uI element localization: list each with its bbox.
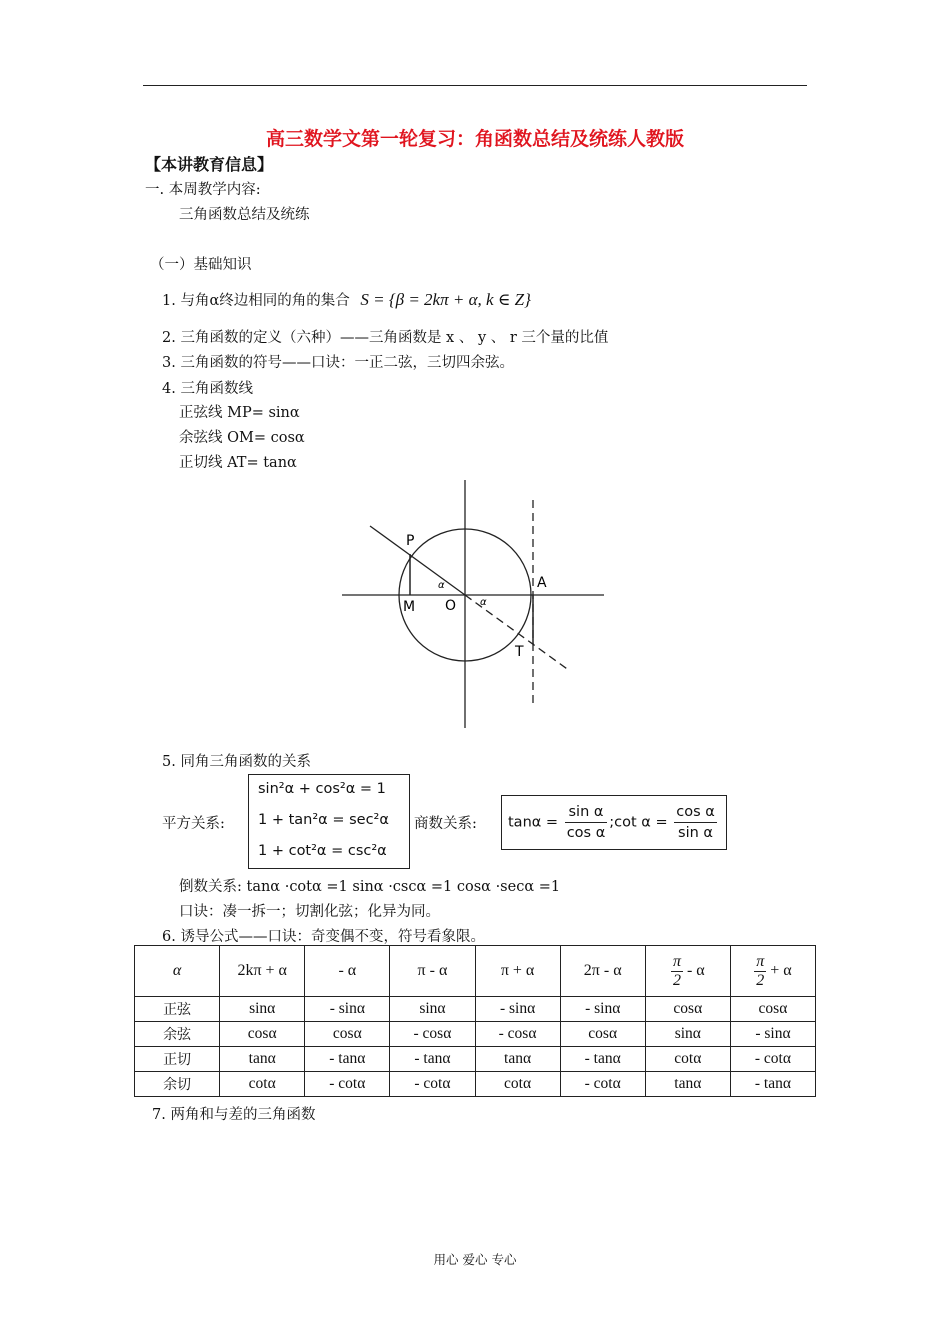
square-relation-box: [248, 774, 410, 869]
fraction-numerator: π: [672, 952, 681, 970]
table-cell: - sinα: [560, 997, 645, 1022]
fraction-numerator: π: [756, 952, 765, 970]
quotient-separator: ;: [609, 814, 615, 831]
item-2: 2. 三角函数的定义（六种）——三角函数是 x 、 y 、 r 三个量的比值: [162, 330, 609, 346]
square-identity-1: sin²α + cos²α = 1: [258, 781, 386, 797]
half-pi-fraction: [754, 953, 766, 990]
table-cell: sinα: [645, 1022, 730, 1047]
label-m: M: [403, 599, 416, 615]
table-cell: - cotα: [730, 1047, 815, 1072]
label-o: O: [445, 598, 457, 614]
table-row: [135, 1047, 816, 1072]
header-cell: 2π - α: [560, 946, 645, 997]
header-cell: π - α: [390, 946, 475, 997]
item-7: 7. 两角和与差的三角函数: [152, 1107, 316, 1123]
table-cell: - cotα: [390, 1072, 475, 1097]
row-label: 余切: [135, 1072, 220, 1097]
table-header-row: [135, 946, 816, 997]
item-4: 4. 三角函数线: [162, 381, 253, 397]
fraction-denominator: 2: [756, 971, 765, 989]
table-cell: cosα: [730, 997, 815, 1022]
table-cell: cosα: [645, 997, 730, 1022]
tan-fraction: [565, 802, 608, 843]
induction-formula-table: [134, 945, 816, 1097]
table-cell: cotα: [645, 1047, 730, 1072]
item-5: 5. 同角三角函数的关系: [162, 754, 311, 770]
table-cell: - sinα: [305, 997, 390, 1022]
fraction-operator: + α: [770, 961, 792, 979]
item-6: 6. 诱导公式——口诀：奇变偶不变，符号看象限。: [162, 929, 485, 945]
table-cell: - cosα: [475, 1022, 560, 1047]
mnemonic-line: 口诀：凑一拆一；切割化弦；化异为同。: [179, 904, 440, 920]
cosine-line-text: 余弦线 OM= cosα: [179, 430, 305, 446]
label-t: T: [515, 644, 524, 660]
header-cell: π + α: [475, 946, 560, 997]
table-row: [135, 1022, 816, 1047]
table-cell: cotα: [475, 1072, 560, 1097]
basics-label: （一）基础知识: [150, 257, 252, 273]
row-label: 余弦: [135, 1022, 220, 1047]
reciprocal-relation: 倒数关系: tanα ·cotα =1 sinα ·cscα =1 cosα ·secα =1: [179, 879, 561, 895]
unit-circle-diagram: [340, 478, 610, 730]
tan-denominator: cos α: [566, 825, 606, 841]
item-1: [162, 289, 531, 310]
section-heading: 【本讲教育信息】: [145, 155, 274, 174]
sine-line-text: 正弦线 MP= sinα: [179, 405, 300, 421]
quotient-relation-label: 商数关系:: [414, 816, 477, 832]
tangent-line-text: 正切线 AT= tanα: [179, 455, 297, 471]
fraction-operator: - α: [686, 961, 705, 979]
tan-lhs: tanα =: [508, 814, 559, 831]
table-cell: - sinα: [475, 997, 560, 1022]
table-cell: tanα: [645, 1072, 730, 1097]
table-row: [135, 1072, 816, 1097]
table-cell: - cosα: [390, 1022, 475, 1047]
item-1-text: 1. 与角α终边相同的角的集合: [162, 293, 350, 309]
header-cell: 2kπ + α: [220, 946, 305, 997]
table-cell: sinα: [390, 997, 475, 1022]
table-cell: - sinα: [730, 1022, 815, 1047]
header-cell: [645, 946, 730, 997]
page-footer: 用心 爱心 专心: [433, 1252, 517, 1267]
table-row: [135, 997, 816, 1022]
week-content: 三角函数总结及统练: [179, 207, 310, 223]
week-content-label: 一. 本周教学内容:: [145, 182, 261, 198]
row-label: 正弦: [135, 997, 220, 1022]
cot-lhs: cot α =: [614, 814, 668, 831]
header-rule: [143, 85, 807, 86]
table-cell: tanα: [475, 1047, 560, 1072]
table-cell: - cotα: [560, 1072, 645, 1097]
label-alpha-right: α: [480, 597, 487, 608]
square-identity-3: 1 + cot²α = csc²α: [258, 843, 387, 859]
table-cell: - tanα: [305, 1047, 390, 1072]
table-cell: tanα: [220, 1047, 305, 1072]
table-cell: sinα: [220, 997, 305, 1022]
square-identity-2: 1 + tan²α = sec²α: [258, 812, 389, 828]
square-relation-label: 平方关系:: [162, 816, 225, 832]
table-cell: - tanα: [560, 1047, 645, 1072]
header-cell: α: [135, 946, 220, 997]
table-cell: - tanα: [730, 1072, 815, 1097]
row-label: 正切: [135, 1047, 220, 1072]
half-pi-fraction: [671, 953, 683, 990]
label-p: P: [406, 533, 415, 549]
cot-fraction: [674, 802, 717, 843]
header-cell: [730, 946, 815, 997]
table-cell: - cotα: [305, 1072, 390, 1097]
table-cell: cosα: [220, 1022, 305, 1047]
table-cell: - tanα: [390, 1047, 475, 1072]
label-alpha-left: α: [438, 580, 445, 591]
quotient-relation-box: [501, 795, 727, 850]
tan-numerator: sin α: [565, 802, 608, 823]
table-cell: cosα: [560, 1022, 645, 1047]
table-cell: cotα: [220, 1072, 305, 1097]
cot-denominator: sin α: [678, 825, 713, 841]
item-3: 3. 三角函数的符号——口诀：一正二弦，三切四余弦。: [162, 355, 514, 371]
cot-numerator: cos α: [674, 802, 717, 823]
fraction-denominator: 2: [672, 971, 681, 989]
terminal-ray: [370, 526, 465, 595]
header-cell: - α: [305, 946, 390, 997]
label-a: A: [537, 575, 547, 591]
item-1-formula: S = {β = 2kπ + α, k ∈ Z}: [360, 290, 531, 309]
document-title: 高三数学文第一轮复习：角函数总结及统练人教版: [265, 128, 684, 150]
table-cell: cosα: [305, 1022, 390, 1047]
